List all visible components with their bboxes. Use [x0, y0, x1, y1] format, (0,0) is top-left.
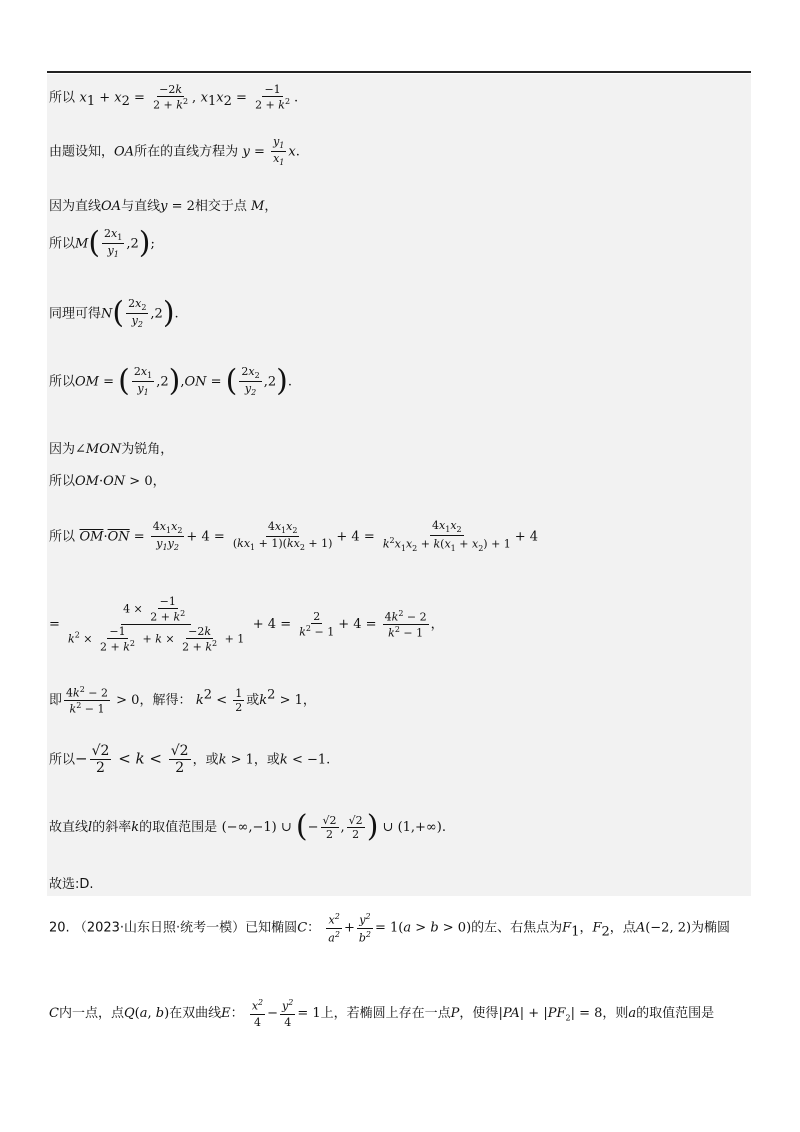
solution-line-11: 即 $\frac{4k^2 - 2}{k^2 - 1}$ > 0，解得： $k^2$ < $\frac{1}{2}$ 或$k^2 > 1$， [49, 685, 316, 716]
solution-line-2: 由题设知，OA所在的直线方程为 y = $\frac{y_1}{x_1}$ x. [49, 135, 300, 168]
solution-line-1: 所以 $x_1 + x_2$ = $\frac{-2k}{2 + k^2}$ , $x_1x_2$ = $\frac{-1}{2 + k^2}$ . [49, 83, 299, 112]
solution-line-8: 所以OM·ON > 0， [49, 474, 166, 489]
solution-line-10: = 4 × $\frac{-1}{2 + k^2}$ $k^2$ × $\frac{-1}{2 + k^2}$ + k × $\frac{-2k}{2 + k^2}$ + 1 + 4 = $\frac{2}{k^2 - 1}$ + 4 = $\frac{4k^2 - 2}{k^2 - 1}$ ， [49, 595, 444, 654]
solution-line-12: 所以− $\frac{√2}{2}$ < k < $\frac{√2}{2}$ ，或k > 1，或k < −1. [49, 743, 331, 776]
question-20-line-2: C内一点，点Q(a, b)在双曲线E： $\frac{x^2}{4}$ − $\frac{y^2}{4}$ = 1上，若椭圆上存在一点P，使得$|PA| + |PF_2| = 8$，则a的取值范围是 [49, 998, 715, 1029]
question-20-line-1: 20. （2023·山东日照·统考一模）已知椭圆C： $\frac{x^2}{a^2}$ + $\frac{y^2}{b^2}$ = 1(a > b > 0)的左、右焦点为$F_1$，$F_2$，点A(−2, 2)为椭圆 [49, 912, 731, 945]
answer-line: 故选:D. [49, 877, 94, 892]
solution-line-7: 因为∠MON为锐角， [49, 442, 174, 457]
solution-line-4: 所以M( $\frac{2x_1}{y_1}$ ,2); [49, 225, 155, 261]
header-rule [47, 71, 751, 73]
solution-line-6: 所以OM = ( $\frac{2x_1}{y_1}$ ,2),ON = ( $\frac{2x_2}{y_2}$ ,2). [49, 363, 292, 399]
solution-line-9: 所以 $\overline{OM}\cdot\overline{ON}$ = $\frac{4x_1x_2}{y_1y_2}$ + 4 = $\frac{4x_1x_2}{(kx_1 + 1)(kx_2 + 1)}$ + 4 = $\frac{4x_1x_2}{k^2x_1x_2 + k(x_1 + x_2) + 1}$ + 4 [49, 519, 539, 554]
solution-line-5: 同理可得N( $\frac{2x_2}{y_2}$ ,2). [49, 295, 179, 331]
solution-line-3: 因为直线OA与直线y = 2相交于点 M， [49, 199, 278, 214]
solution-line-13: 故直线l的斜率k的取值范围是 (−∞,−1) ∪ (− $\frac{√2}{2}$ , $\frac{√2}{2}$ ) ∪ (1,+∞). [49, 809, 446, 844]
